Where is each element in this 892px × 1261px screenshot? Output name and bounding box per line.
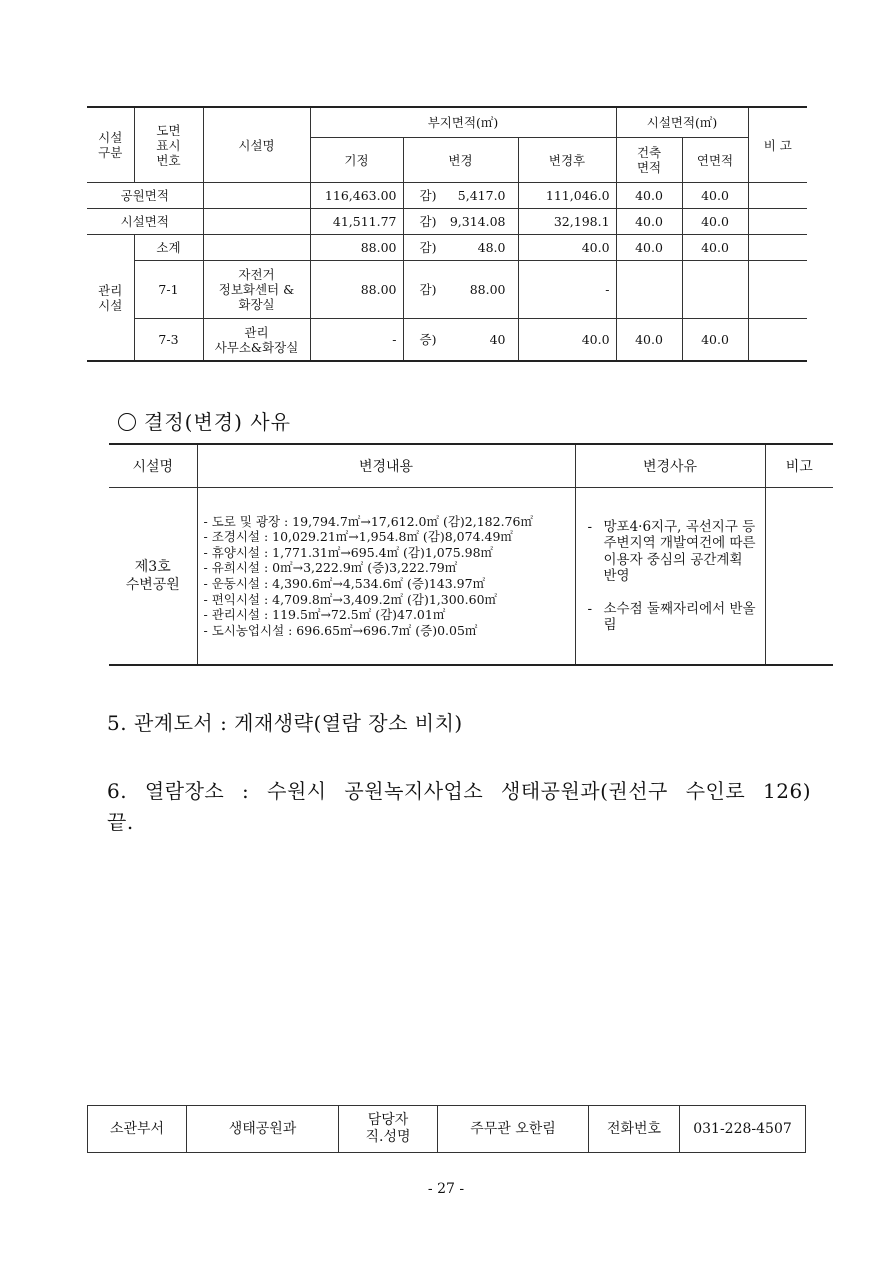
- contact-table: [87, 1105, 806, 1153]
- header-remark: 비 고: [748, 107, 807, 183]
- page-number: - 27 -: [427, 1181, 465, 1197]
- list-item: - 운동시설 : 4,390.6㎡→4,534.6㎡ (증)143.97㎡: [203, 576, 486, 591]
- circle-bullet-icon: [118, 413, 136, 431]
- row-after: 32,198.1: [518, 209, 616, 235]
- row-name: 관리 사무소&화장실: [203, 319, 310, 362]
- table-row: [87, 261, 807, 319]
- row-remark: [748, 261, 807, 319]
- row-existing: 88.00: [310, 235, 403, 261]
- reason-text: 망포4·6지구, 곡선지구 등 주변지역 개발여건에 따른 이용자 중심의 공간계획 반영: [603, 518, 756, 584]
- row-name: [203, 235, 310, 261]
- row-building: 40.0: [616, 235, 682, 261]
- section-title: [118, 406, 291, 435]
- row-floor: 40.0: [682, 209, 748, 235]
- header-facility-area: 시설면적(㎡): [616, 107, 748, 138]
- row-after: 40.0: [518, 319, 616, 362]
- change-value: 9,314.08: [449, 214, 506, 229]
- header-change: 변경: [403, 138, 518, 183]
- header-site-area: 부지면적(㎡): [310, 107, 616, 138]
- row-after: 111,046.0: [518, 183, 616, 209]
- change-reason: [575, 488, 765, 666]
- change-value: 40: [489, 332, 506, 347]
- row-building: 40.0: [616, 183, 682, 209]
- list-item: - 관리시설 : 119.5㎡→72.5㎡ (감)47.01㎡: [203, 607, 446, 623]
- staff-value: 주무관 오한림: [438, 1106, 589, 1153]
- row-building: 40.0: [616, 319, 682, 362]
- table-row: [87, 235, 807, 261]
- change-value: 48.0: [477, 240, 506, 255]
- list-item: - 소수점 둘째자리에서 반올림: [587, 600, 756, 633]
- change-value: 88.00: [469, 282, 506, 297]
- list-item: - 망포4·6지구, 곡선지구 등 주변지역 개발여건에 따른 이용자 중심의 공간계획 반영: [587, 518, 756, 584]
- header-remark: 비고: [765, 444, 833, 488]
- list-item: - 도로 및 광장 : 19,794.7㎡→17,612.0㎡ (감)2,182.76㎡: [203, 513, 533, 529]
- row-code: 7-3: [134, 319, 203, 362]
- dept-label: 소관부서: [88, 1106, 187, 1153]
- row-change: [403, 209, 518, 235]
- row-building: [616, 261, 682, 319]
- related-documents-paragraph: 5. 관계도서 : 게재생략(열람 장소 비치): [107, 711, 463, 735]
- header-facility: 시설명: [109, 444, 197, 488]
- row-label: 공원면적: [87, 183, 203, 209]
- row-floor: [682, 261, 748, 319]
- row-code: 7-1: [134, 261, 203, 319]
- staff-label: 담당자 직.성명: [339, 1106, 438, 1153]
- list-item: - 조경시설 : 10,029.21㎡→1,954.8㎡ (감)8,074.49㎡: [203, 529, 513, 545]
- row-change: [403, 183, 518, 209]
- row-name: [203, 209, 310, 235]
- list-item: - 유희시설 : 0㎡→3,222.9㎡ (증)3,222.79㎡: [203, 560, 458, 576]
- row-existing: 41,511.77: [310, 209, 403, 235]
- section-title-text: 결정(변경) 사유: [144, 410, 291, 434]
- row-change: [403, 261, 518, 319]
- row-after: -: [518, 261, 616, 319]
- change-sign: 감): [419, 282, 437, 297]
- change-reason-table: [109, 443, 833, 666]
- table-row: [87, 183, 807, 209]
- change-value: 5,417.0: [457, 188, 506, 203]
- table-row: [87, 209, 807, 235]
- change-content: [197, 488, 575, 666]
- row-existing: 116,463.00: [310, 183, 403, 209]
- row-name: 자전거 정보화센터 & 화장실: [203, 261, 310, 319]
- reason-list: [576, 519, 765, 634]
- row-name: [203, 183, 310, 209]
- phone-value: 031-228-4507: [680, 1106, 806, 1153]
- change-sign: 감): [419, 240, 437, 255]
- header-gubun: 시설 구분: [87, 107, 134, 183]
- row-floor: 40.0: [682, 319, 748, 362]
- header-existing: 기정: [310, 138, 403, 183]
- row-change: [403, 319, 518, 362]
- change-sign: 감): [419, 214, 437, 229]
- header-floor-area: 연면적: [682, 138, 748, 183]
- row-remark: [748, 209, 807, 235]
- header-building-area: 건축 면적: [616, 138, 682, 183]
- row-label: 시설면적: [87, 209, 203, 235]
- list-item: - 휴양시설 : 1,771.31㎡→695.4㎡ (감)1,075.98㎡: [203, 544, 494, 560]
- reason-text: 소수점 둘째자리에서 반올림: [603, 600, 756, 633]
- row-floor: 40.0: [682, 235, 748, 261]
- row-code: 소계: [134, 235, 203, 261]
- row-change: [403, 235, 518, 261]
- remark-cell: [765, 488, 833, 666]
- inspection-place-paragraph: 6. 열람장소 : 수원시 공원녹지사업소 생태공원과(권선구 수인로 126): [107, 779, 811, 803]
- header-dohyeon: 도면 표시 번호: [134, 107, 203, 183]
- content-list: [198, 514, 575, 639]
- row-after: 40.0: [518, 235, 616, 261]
- row-existing: 88.00: [310, 261, 403, 319]
- site-area-table: [87, 106, 807, 362]
- header-reason: 변경사유: [575, 444, 765, 488]
- dept-value: 생태공원과: [187, 1106, 339, 1153]
- list-item: - 편익시설 : 4,709.8㎡→3,409.2㎡ (감)1,300.60㎡: [203, 591, 498, 607]
- phone-label: 전화번호: [589, 1106, 680, 1153]
- group-label: 관리 시설: [87, 235, 134, 362]
- list-item: - 도시농업시설 : 696.65㎡→696.7㎡ (증)0.05㎡: [203, 622, 478, 638]
- table-row: [88, 1106, 806, 1153]
- facility-name: 제3호 수변공원: [109, 488, 197, 666]
- row-remark: [748, 319, 807, 362]
- header-after: 변경후: [518, 138, 616, 183]
- row-building: 40.0: [616, 209, 682, 235]
- end-mark: 끝.: [107, 810, 134, 834]
- row-remark: [748, 235, 807, 261]
- row-existing: -: [310, 319, 403, 362]
- table-row: [87, 319, 807, 362]
- table-row: [109, 488, 833, 666]
- change-sign: 증): [419, 332, 437, 347]
- header-content: 변경내용: [197, 444, 575, 488]
- row-floor: 40.0: [682, 183, 748, 209]
- header-name: 시설명: [203, 107, 310, 183]
- row-remark: [748, 183, 807, 209]
- change-sign: 감): [419, 188, 437, 203]
